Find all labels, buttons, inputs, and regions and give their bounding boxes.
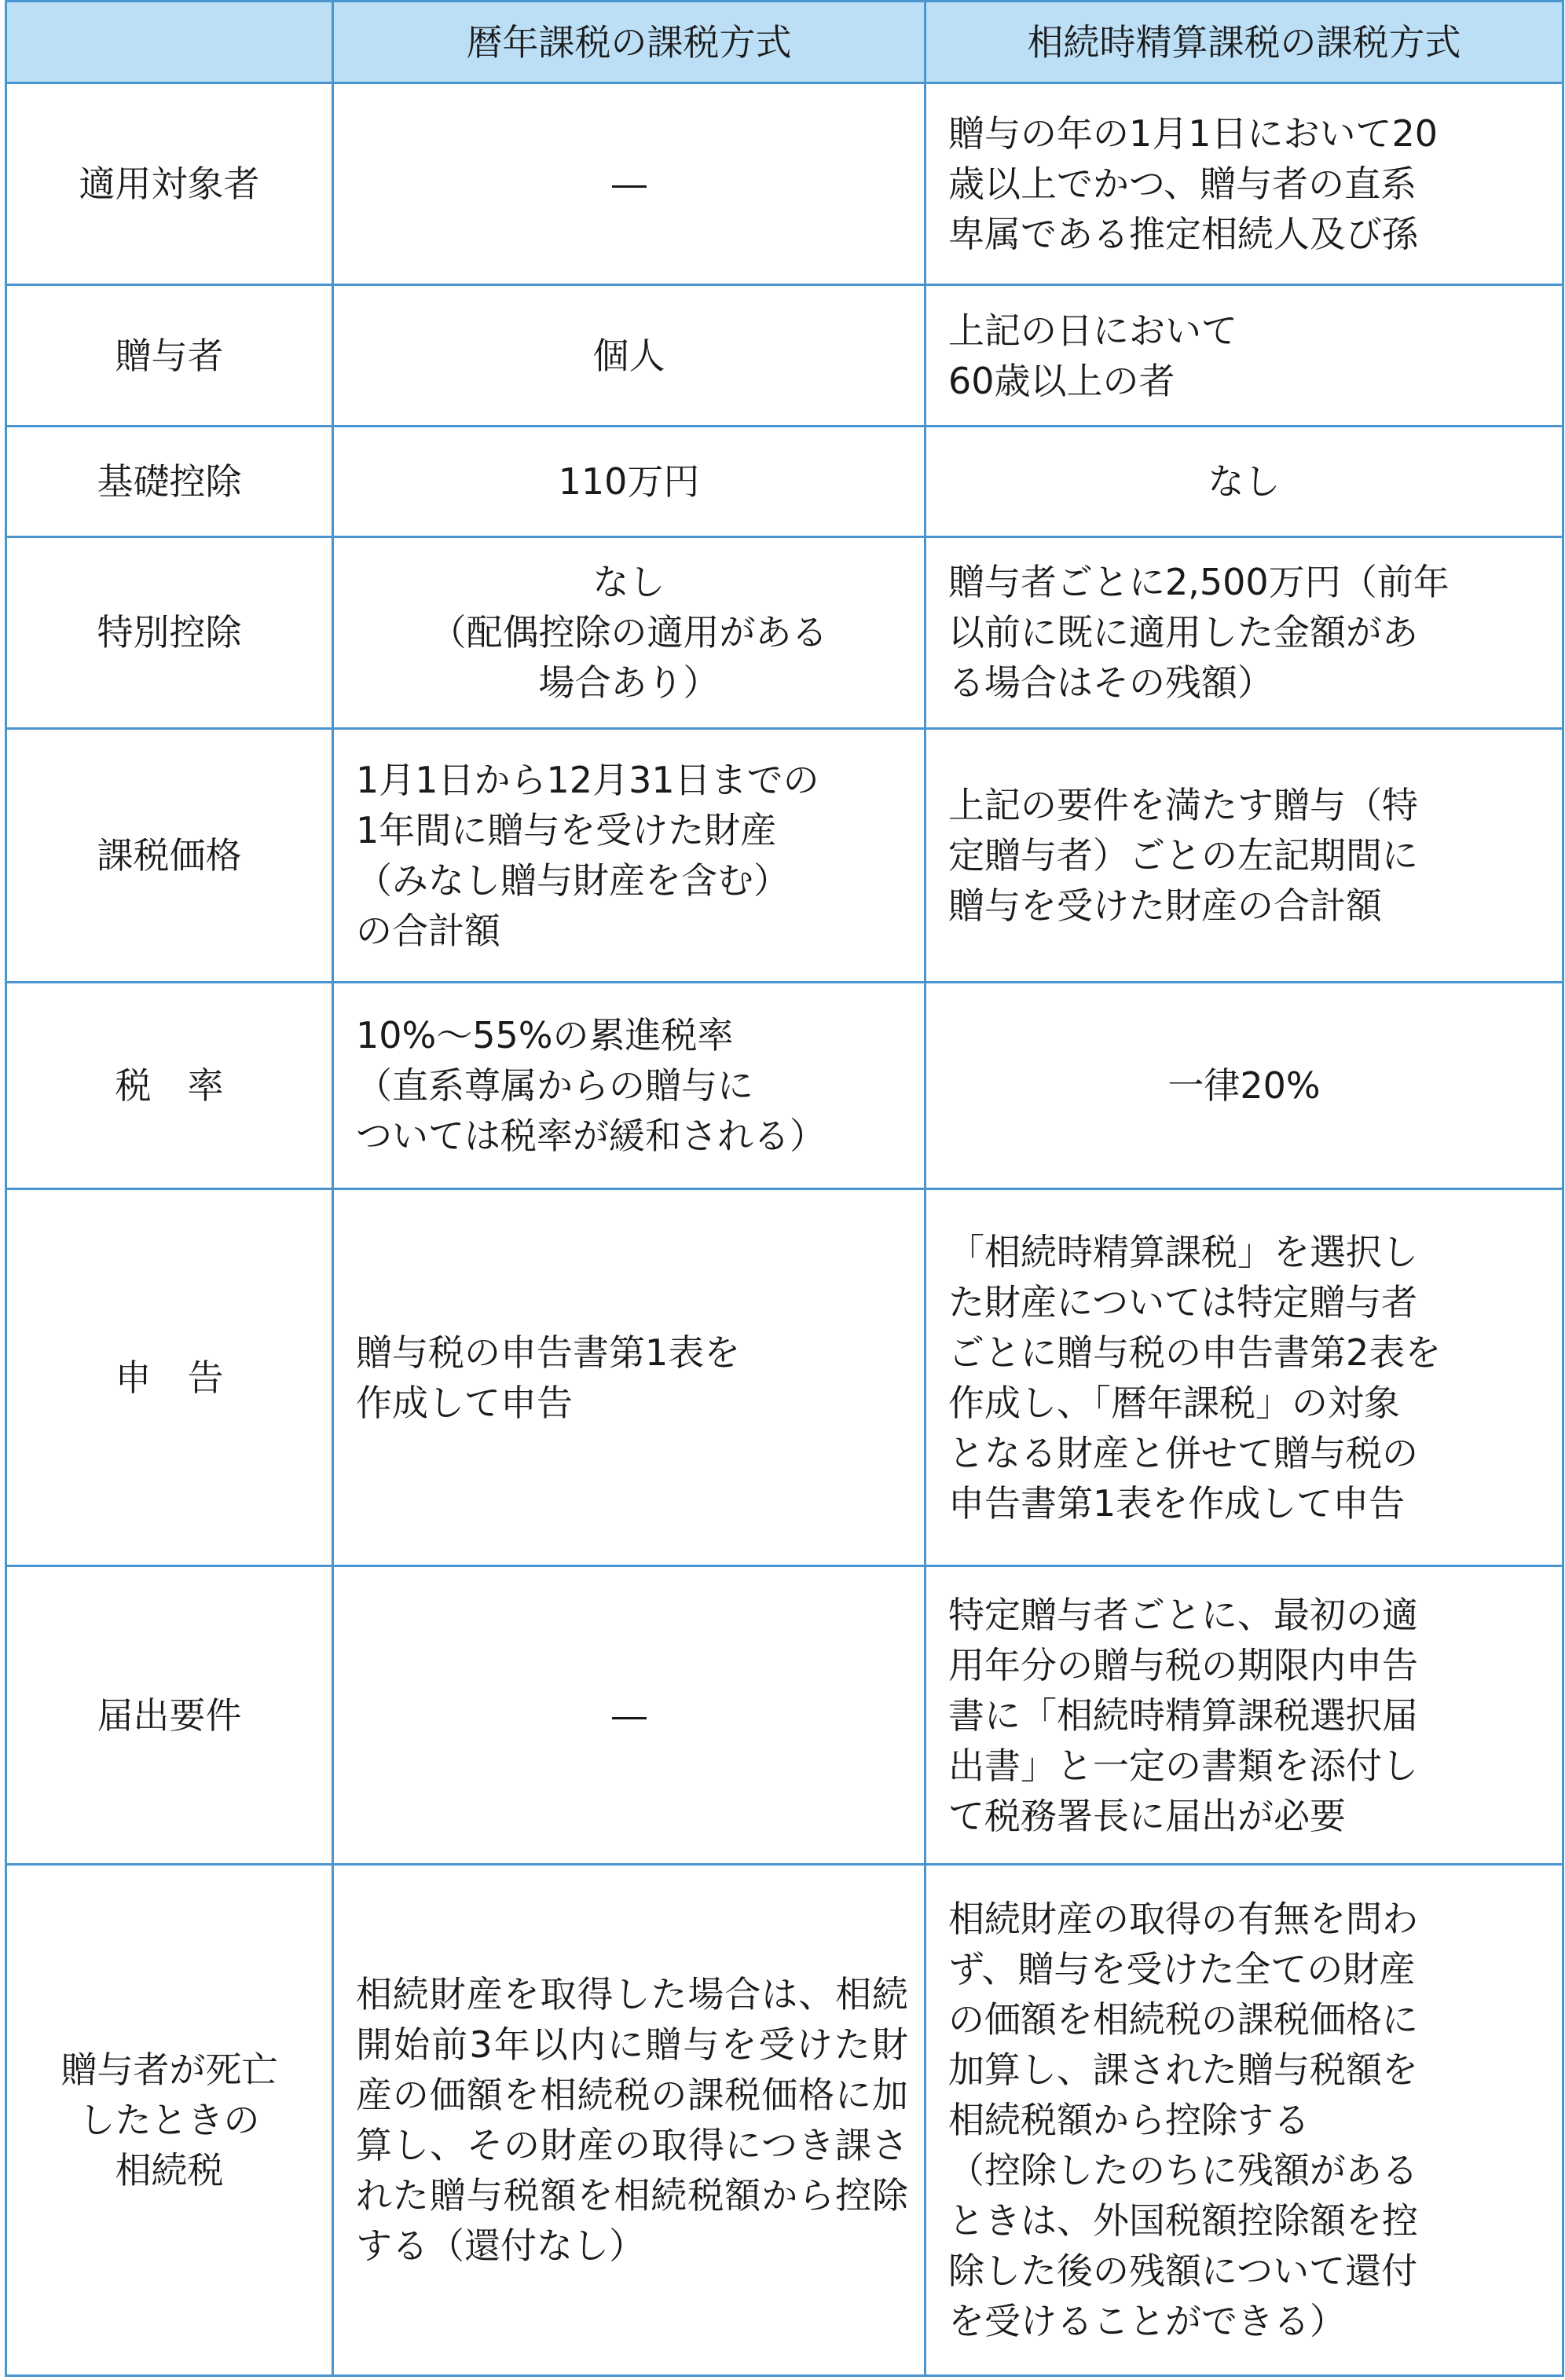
rekinen-cell: 1月1日から12月31日までの 1年間に贈与を受けた財産 （みなし贈与財産を含む） の合計額 bbox=[333, 728, 925, 982]
rekinen-cell: 贈与税の申告書第1表を 作成して申告 bbox=[333, 1189, 925, 1565]
row-label: 届出要件 bbox=[6, 1565, 333, 1864]
dash-mark bbox=[612, 1717, 647, 1719]
seisan-cell: 特定贈与者ごとに、最初の適 用年分の贈与税の期限内申告 書に「相続時精算課税選択届 出書」と一定の書類を添付し て税務署長に届出が必要 bbox=[925, 1565, 1563, 1864]
rekinen-cell: なし （配偶控除の適用がある 場合あり） bbox=[333, 536, 925, 728]
rekinen-cell: 10%～55%の累進税率 （直系尊属からの贈与に ついては税率が緩和される） bbox=[333, 983, 925, 1189]
row-label: 税 率 bbox=[6, 983, 333, 1189]
row-label: 申 告 bbox=[6, 1189, 333, 1565]
seisan-cell: 上記の要件を満たす贈与（特 定贈与者）ごとの左記期間に 贈与を受けた財産の合計額 bbox=[925, 728, 1563, 982]
row-basic-deduction bbox=[6, 427, 1563, 536]
seisan-cell: 「相続時精算課税」を選択し た財産については特定贈与者 ごとに贈与税の申告書第2表を 作成し、「暦年課税」の対象 となる財産と併せて贈与税の 申告書第1表を作成して申告 bbox=[925, 1189, 1563, 1565]
row-label: 適用対象者 bbox=[6, 83, 333, 285]
rekinen-cell: 個人 bbox=[333, 285, 925, 427]
row-donor bbox=[6, 285, 1563, 427]
row-taxable-value bbox=[6, 728, 1563, 982]
row-label: 贈与者 bbox=[6, 285, 333, 427]
row-label: 贈与者が死亡 したときの 相続税 bbox=[6, 1865, 333, 2376]
rekinen-cell bbox=[333, 83, 925, 285]
header-rekinen: 暦年課税の課税方式 bbox=[333, 2, 925, 83]
dash-mark bbox=[612, 185, 647, 188]
header-row bbox=[6, 2, 1563, 83]
seisan-cell: 一律20% bbox=[925, 983, 1563, 1189]
row-label: 特別控除 bbox=[6, 536, 333, 728]
header-blank bbox=[6, 2, 333, 83]
header-seisan: 相続時精算課税の課税方式 bbox=[925, 2, 1563, 83]
rekinen-cell bbox=[333, 1565, 925, 1864]
row-target bbox=[6, 83, 1563, 285]
seisan-cell: 相続財産の取得の有無を問わ ず、贈与を受けた全ての財産 の価額を相続税の課税価格に 加算し、課された贈与税額を 相続税額から控除する （控除したのちに残額がある ときは、外国税額控除額を控 除した後の残額について還付 を受けることができる） bbox=[925, 1865, 1563, 2376]
seisan-cell: 贈与の年の1月1日において20 歳以上でかつ、贈与者の直系 卑属である推定相続人及び孫 bbox=[925, 83, 1563, 285]
row-special-deduction bbox=[6, 536, 1563, 728]
row-notification bbox=[6, 1565, 1563, 1864]
seisan-cell: 上記の日において 60歳以上の者 bbox=[925, 285, 1563, 427]
row-label: 基礎控除 bbox=[6, 427, 333, 536]
seisan-cell: なし bbox=[925, 427, 1563, 536]
tax-comparison-table bbox=[5, 0, 1564, 2377]
rekinen-cell: 相続財産を取得した場合は、相続開始前3年以内に贈与を受けた財産の価額を相続税の課税価格に加算し、その財産の取得につき課された贈与税額を相続税額から控除する（還付なし） bbox=[333, 1865, 925, 2376]
seisan-cell: 贈与者ごとに2,500万円（前年 以前に既に適用した金額があ る場合はその残額） bbox=[925, 536, 1563, 728]
row-tax-rate bbox=[6, 983, 1563, 1189]
rekinen-cell: 110万円 bbox=[333, 427, 925, 536]
row-filing bbox=[6, 1189, 1563, 1565]
row-inheritance-tax bbox=[6, 1865, 1563, 2376]
row-label: 課税価格 bbox=[6, 728, 333, 982]
